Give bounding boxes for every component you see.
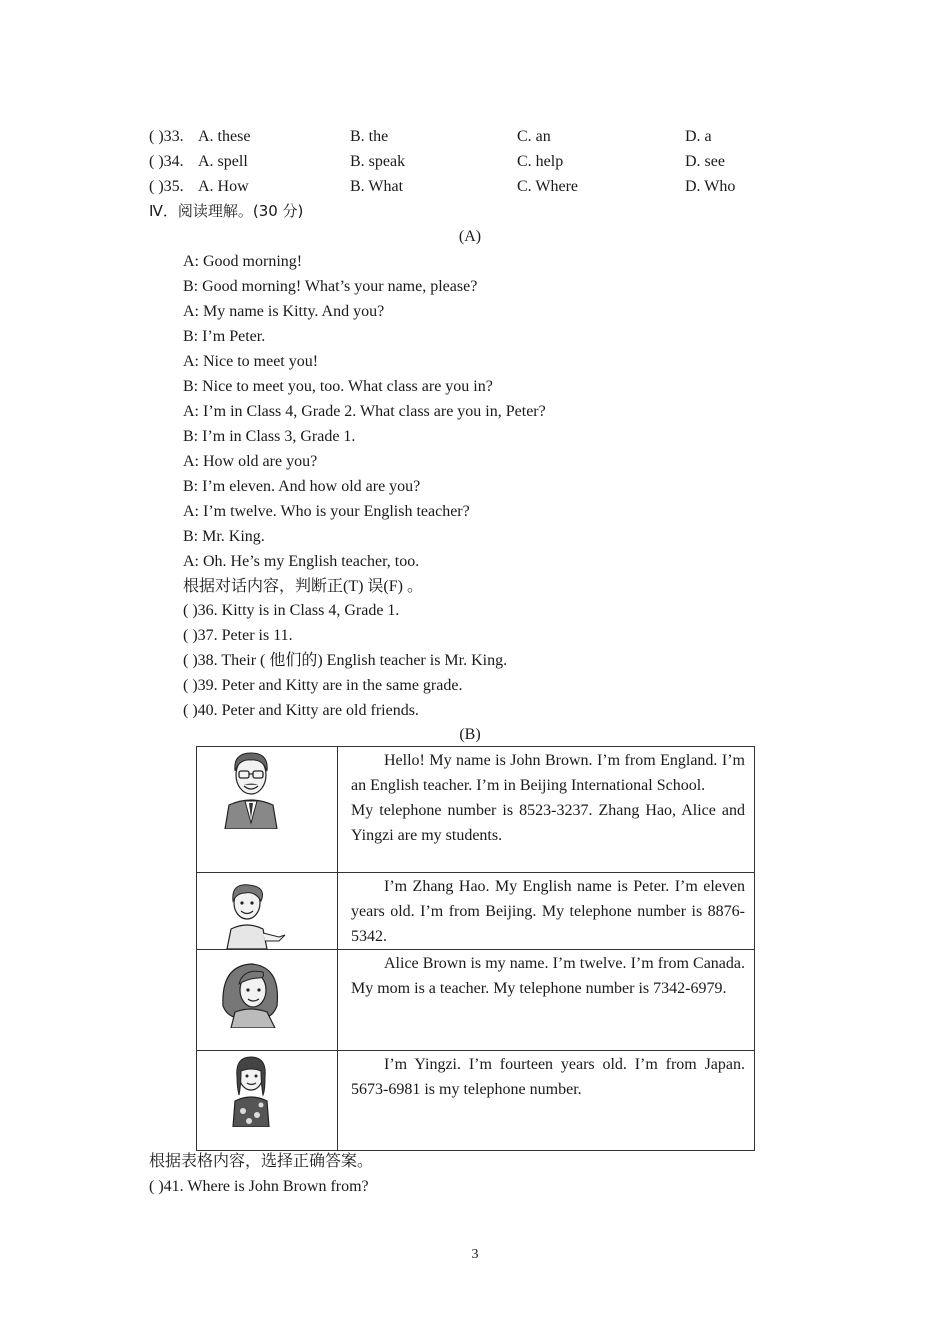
dialogue-line: A: Oh. He’s my English teacher, too. xyxy=(183,553,420,570)
option-d: D. see xyxy=(685,153,725,170)
passage-b-label: (B) xyxy=(459,726,481,743)
tf-question: ( )36. Kitty is in Class 4, Grade 1. xyxy=(183,602,400,619)
profile-paragraph: Alice Brown is my name. I’m twelve. I’m from Canada. My mom is a teacher. My telephone number is 7342-6979. xyxy=(351,955,745,997)
dialogue-line: B: I’m Peter. xyxy=(183,328,266,345)
profile-text-cell xyxy=(338,950,755,1051)
table-row xyxy=(197,747,755,873)
page-number: 3 xyxy=(471,1247,479,1262)
dialogue-line: A: I’m in Class 4, Grade 2. What class are you in, Peter? xyxy=(183,403,546,420)
option-a: A. spell xyxy=(198,153,248,170)
profile-table xyxy=(196,746,755,1151)
girl-alice-icon xyxy=(219,956,283,1028)
dialogue-line: B: I’m in Class 3, Grade 1. xyxy=(183,428,356,445)
profile-paragraph: Hello! My name is John Brown. I’m from England. I’m an English teacher. I’m in Beijing International School. xyxy=(351,752,745,794)
profile-paragraph: My telephone number is 8523-3237. Zhang Hao, Alice and Yingzi are my students. xyxy=(351,802,745,844)
option-c: C. help xyxy=(517,153,564,170)
picture-cell xyxy=(197,950,338,1051)
tf-question: ( )39. Peter and Kitty are in the same grade. xyxy=(183,677,463,694)
profile-paragraph: I’m Yingzi. I’m fourteen years old. I’m from Japan. 5673-6981 is my telephone number. xyxy=(351,1056,745,1098)
option-a: A. How xyxy=(198,178,249,195)
picture-cell xyxy=(197,747,338,873)
profile-paragraph: I’m Zhang Hao. My English name is Peter. I’m eleven years old. I’m from Beijing. My telephone number is 8876-5342. xyxy=(351,878,745,945)
dialogue-line: B: Mr. King. xyxy=(183,528,265,545)
option-c: C. an xyxy=(517,128,551,145)
dialogue-line: A: My name is Kitty. And you? xyxy=(183,303,385,320)
option-b: B. the xyxy=(350,128,389,145)
question-number: ( )35. xyxy=(149,178,184,195)
picture-cell xyxy=(197,1051,338,1151)
mcq-row xyxy=(149,149,849,174)
profile-text-cell xyxy=(338,747,755,873)
question-number: ( )34. xyxy=(149,153,184,170)
table-row xyxy=(197,1051,755,1151)
table-row xyxy=(197,950,755,1051)
tf-question: ( )38. Their ( 他们的) English teacher is Mr. King. xyxy=(183,652,508,669)
teacher-man-icon xyxy=(219,747,283,829)
option-c: C. Where xyxy=(517,178,579,195)
option-d: D. Who xyxy=(685,178,736,195)
option-b: B. speak xyxy=(350,153,406,170)
passage-a-label: (A) xyxy=(458,228,482,245)
table-row xyxy=(197,873,755,950)
mcq-row xyxy=(149,124,849,149)
section-heading: Ⅳ．阅读理解。(30 分) xyxy=(149,202,304,220)
option-d: D. a xyxy=(685,128,712,145)
profile-text-cell xyxy=(338,873,755,950)
mcq-question: ( )41. Where is John Brown from? xyxy=(149,1178,369,1195)
dialogue-line: B: Good morning! What’s your name, please? xyxy=(183,278,478,295)
dialogue-line: B: Nice to meet you, too. What class are you in? xyxy=(183,378,493,395)
table-question-instruction: 根据表格内容，选择正确答案。 xyxy=(149,1153,374,1170)
dialogue-line: B: I’m eleven. And how old are you? xyxy=(183,478,421,495)
option-b: B. What xyxy=(350,178,404,195)
dialogue-line: A: I’m twelve. Who is your English teacher? xyxy=(183,503,470,520)
tf-question: ( )40. Peter and Kitty are old friends. xyxy=(183,702,419,719)
question-number: ( )33. xyxy=(149,128,184,145)
option-a: A. these xyxy=(198,128,251,145)
tf-question: ( )37. Peter is 11. xyxy=(183,627,293,644)
dialogue-line: A: Good morning! xyxy=(183,253,303,270)
dialogue-line: A: How old are you? xyxy=(183,453,318,470)
girl-yingzi-icon xyxy=(223,1053,279,1127)
true-false-instruction: 根据对话内容，判断正(T) 误(F) 。 xyxy=(183,578,423,595)
boy-student-icon xyxy=(215,879,287,949)
picture-cell xyxy=(197,873,338,950)
profile-text-cell xyxy=(338,1051,755,1151)
dialogue-line: A: Nice to meet you! xyxy=(183,353,319,370)
mcq-row xyxy=(149,174,849,199)
